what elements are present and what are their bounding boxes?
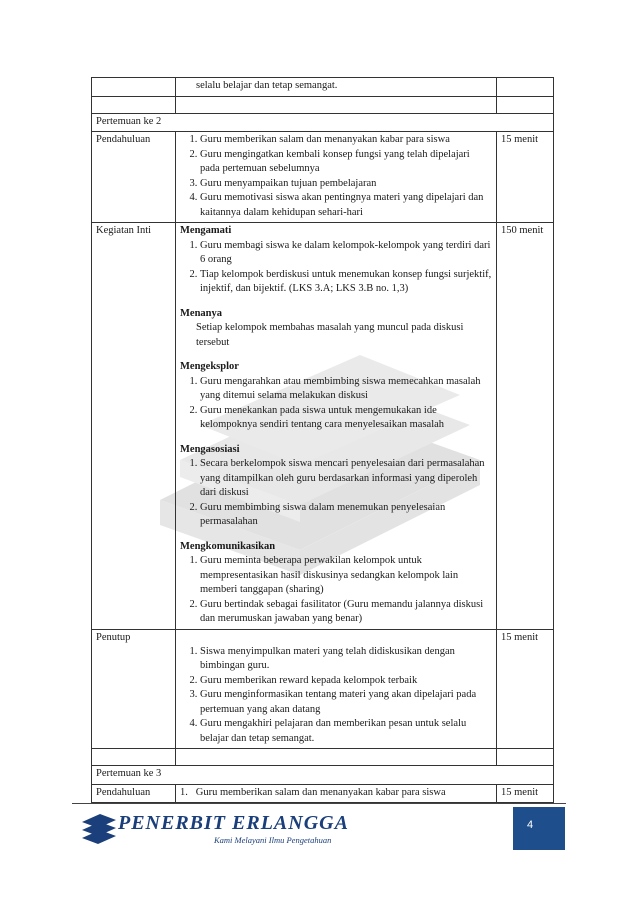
table-row [92,78,554,97]
list-item: 3. Guru menyampaikan tujuan pembelajaran [200,177,492,192]
pendahuluan-list [180,133,492,220]
publisher-tagline: Kami Melayani Ilmu Pengetahuan [214,835,332,845]
list-item: 2. Tiap kelompok berdiskusi untuk menemukan konsep fungsi surjektif, injektif, dan bijektif. (LKS 3.A; LKS 3.B no. 1,3) [200,268,492,297]
continuation-text: selalu belajar dan tetap semangat. [196,80,338,91]
phase-label: Pendahuluan [92,784,176,803]
page-number: 4 [527,819,534,831]
list-item: 1. Guru mengarahkan atau membimbing siswa memecahkan masalah yang ditemui selama melakukan diskusi [200,375,492,404]
list-item: 1. Siswa menyimpulkan materi yang telah didiskusikan dengan bimbingan guru. [200,645,492,674]
duration: 15 menit [497,629,554,749]
section-heading: Menanya [180,307,222,319]
list-item: 2. Guru menekankan pada siswa untuk mengemukakan ide kelompoknya sendiri tentang cara menyelesaikan masalah [200,404,492,433]
menanya-text: Setiap kelompok membahas masalah yang muncul pada diskusi tersebut [196,322,464,348]
duration: 150 menit [497,223,554,630]
table-row [92,629,554,749]
list-item: 3. Guru menginformasikan tentang materi yang akan dipelajari pada pertemuan yang akan datang [200,688,492,717]
phase-label: Pendahuluan [92,132,176,223]
mengamati-list [180,239,492,297]
list-item: 2. Guru bertindak sebagai fasilitator (Guru memandu jalannya diskusi dan merumuskan jawaban yang benar) [200,598,492,627]
meeting-title: Pertemuan ke 3 [92,766,554,785]
section-heading: Mengasosiasi [180,443,240,455]
lesson-plan-table [91,77,554,803]
publisher-name: PENERBIT ERLANGGA [118,812,349,834]
meeting-header-row [92,766,554,785]
section-heading: Mengeksplor [180,361,239,372]
table-row [92,96,554,113]
footer-divider [72,803,566,804]
item-number: 1. [180,786,188,798]
mengkomunikasikan-list [180,554,492,627]
table-row [92,223,554,630]
duration: 15 menit [497,784,554,803]
table-row [92,784,554,803]
duration: 15 menit [497,132,554,223]
list-item: 4. Guru memotivasi siswa akan pentingnya materi yang dipelajari dan kaitannya dalam kehidupan sehari-hari [200,191,492,220]
list-item: 4. Guru mengakhiri pelajaran dan memberikan pesan untuk selalu belajar dan tetap semangat. [200,717,492,746]
list-item: 2. Guru membimbing siswa dalam menemukan penyelesaian permasalahan [200,501,492,530]
page-number-box [513,807,565,850]
table-row [92,132,554,223]
mengasosiasi-list [180,457,492,530]
mengeksplor-list [180,375,492,433]
list-item: Guru memberikan salam dan menanyakan kabar para siswa [195,786,446,798]
list-item: 1. Guru meminta beberapa perwakilan kelompok untuk mempresentasikan hasil diskusinya sedangkan kelompok lain memberi tanggapan (sharing) [200,554,492,598]
meeting-header-row [92,113,554,132]
meeting-title: Pertemuan ke 2 [92,113,554,132]
list-item: 2. Guru memberikan reward kepada kelompok terbaik [200,674,492,689]
phase-label: Penutup [92,629,176,749]
phase-label: Kegiatan Inti [92,223,176,630]
list-item: 1. Secara berkelompok siswa mencari penyelesaian dari permasalahan yang ditampilkan oleh guru berdasarkan informasi yang diperoleh dari diskusi [200,457,492,501]
section-heading: Mengamati [180,225,232,236]
list-item: 2. Guru mengingatkan kembali konsep fungsi yang telah dipelajari pada pertemuan sebelumnya [200,148,492,177]
list-item: 1. Guru memberikan salam dan menanyakan kabar para siswa [200,133,492,148]
list-item: 1. Guru membagi siswa ke dalam kelompok-kelompok yang terdiri dari 6 orang [200,239,492,268]
section-heading: Mengkomunikasikan [180,540,276,552]
table-row [92,749,554,766]
penutup-list [180,645,492,747]
